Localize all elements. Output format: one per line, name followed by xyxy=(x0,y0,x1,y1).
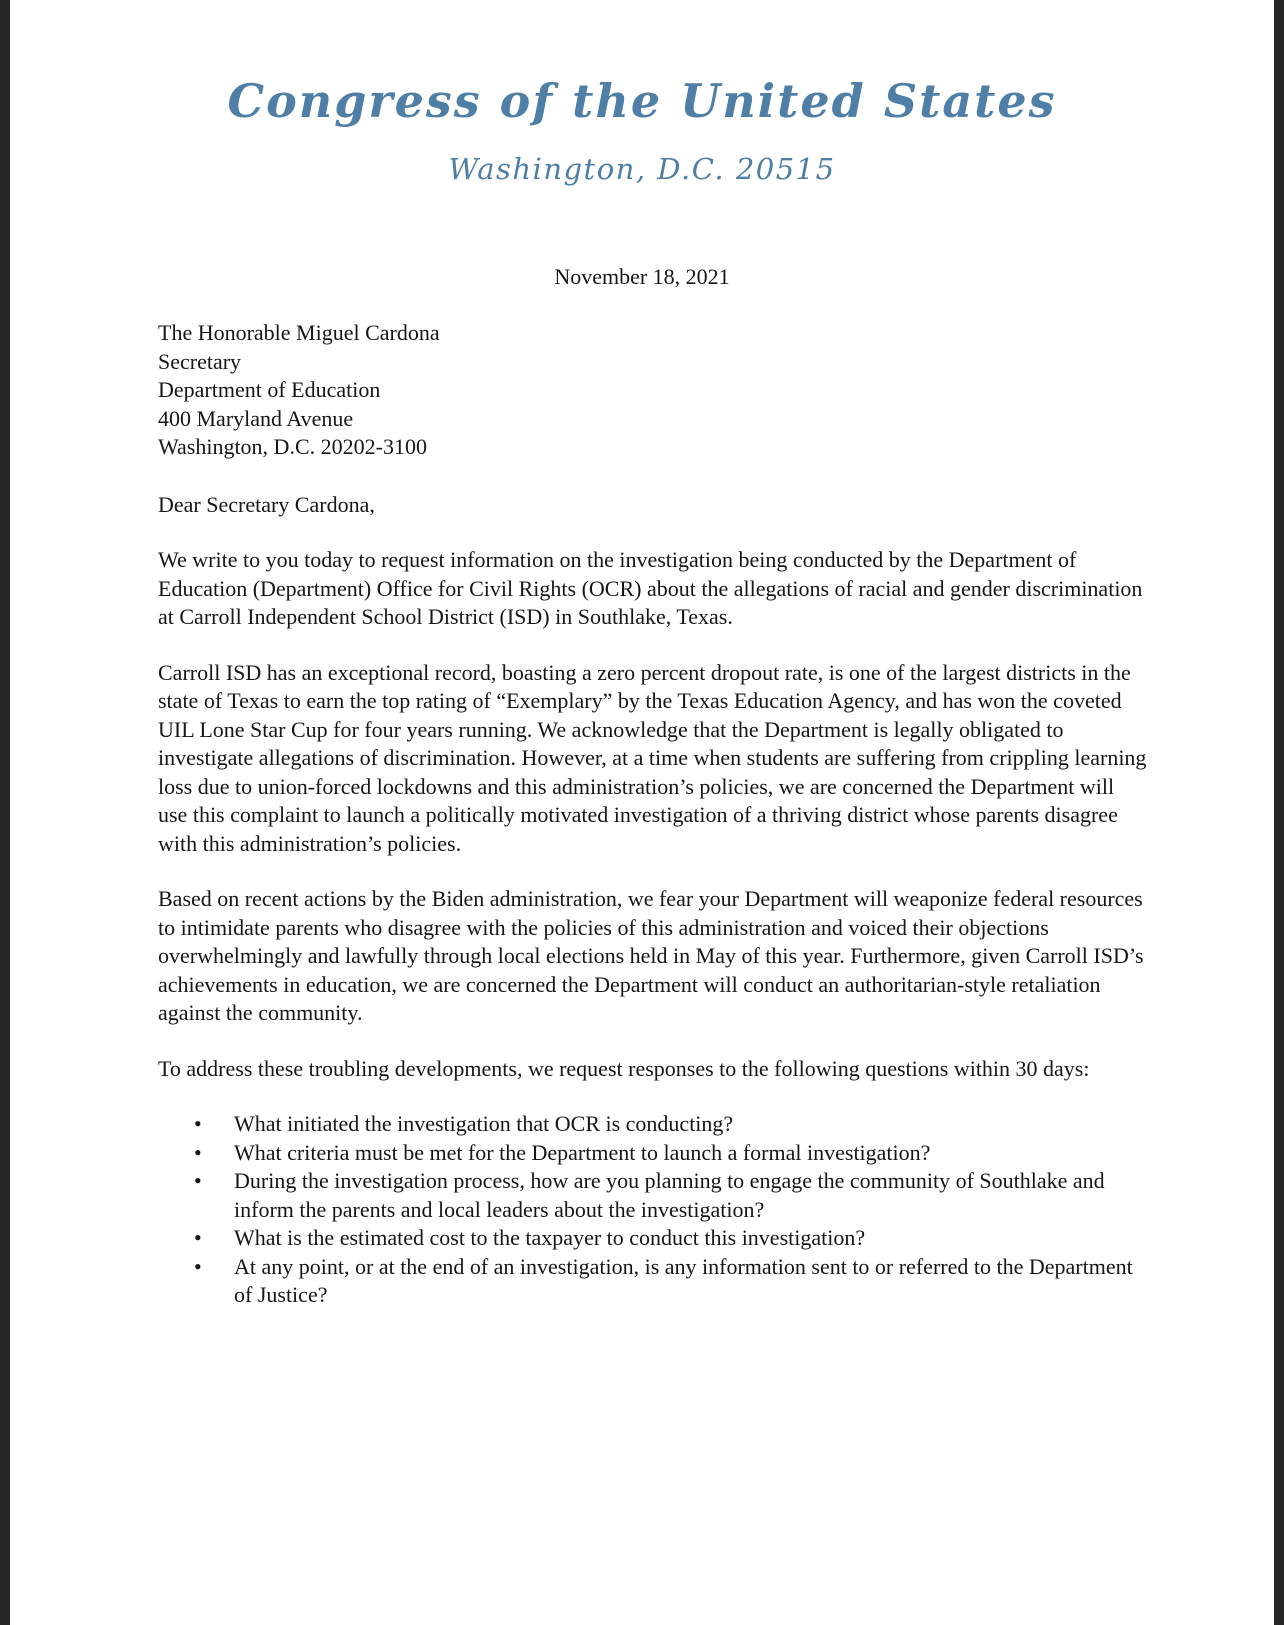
paragraph-record: Carroll ISD has an exceptional record, boasting a zero percent dropout rate, is one of the largest districts in the state of Texas to earn the top rating of “Exemplary” by the Texas Education Agency, and has won the coveted UIL Lone Star Cup for four years running. We acknowledge that the Department is legally obligated to investigate allegations of discrimination. However, at a time when students are suffering from crippling learning loss due to union-forced lockdowns and this administration’s policies, we are concerned the Department will use this complaint to launch a politically motivated investigation of a thriving district whose parents disagree with this administration’s policies. xyxy=(158,659,1147,856)
bullet-icon: • xyxy=(194,1139,202,1165)
recipient-line: 400 Maryland Avenue xyxy=(158,405,354,431)
recipient-line: The Honorable Miguel Cardona xyxy=(158,320,440,345)
questions-list xyxy=(158,1110,1148,1310)
recipient-address xyxy=(158,319,1148,462)
right-edge xyxy=(1274,0,1284,1625)
bullet-icon: • xyxy=(194,1225,202,1250)
letter-page xyxy=(10,0,1274,1625)
salutation: Dear Secretary Cardona, xyxy=(158,492,375,517)
recipient-line: Department of Education xyxy=(158,377,381,402)
letterhead-city: Washington, D.C. 20515 xyxy=(448,152,836,186)
list-item xyxy=(158,1253,1148,1310)
list-item xyxy=(158,1167,1148,1224)
question-text: What is the estimated cost to the taxpayer to conduct this investigation? xyxy=(234,1225,866,1250)
recipient-line: Secretary xyxy=(158,348,242,374)
paragraph-concern: Based on recent actions by the Biden administration, we fear your Department will weaponize federal resources to intimidate parents who disagree with the policies of this administration and voiced their objections overwhelmingly and lawfully through local elections held in May of this year. Furthermore, given Carroll ISD’s achievements in education, we are concerned the Department will conduct an authoritarian-style retaliation against the community. xyxy=(158,886,1144,1025)
list-item xyxy=(158,1224,1148,1253)
question-text: At any point, or at the end of an investigation, is any information sent to or referred to the Department of Justice? xyxy=(234,1253,1133,1307)
recipient-line: Washington, D.C. 20202-3100 xyxy=(158,434,427,459)
list-item xyxy=(158,1110,1148,1139)
question-text: During the investigation process, how are you planning to engage the community of Southlake and inform the parents and local leaders about the investigation? xyxy=(234,1168,1105,1222)
bullet-icon: • xyxy=(194,1168,202,1193)
letter-date: November 18, 2021 xyxy=(554,264,730,289)
paragraph-questions-intro: To address these troubling developments, we request responses to the following questions within 30 days: xyxy=(158,1055,1090,1081)
bullet-icon: • xyxy=(194,1111,202,1136)
question-text: What criteria must be met for the Department to launch a formal investigation? xyxy=(234,1139,931,1165)
paragraph-request: We write to you today to request information on the investigation being conducted by the Department of Education (Department) Office for Civil Rights (OCR) about the allegations of racial and gender discrimination at Carroll Independent School District (ISD) in Southlake, Texas. xyxy=(158,547,1143,629)
letter-body xyxy=(158,546,1148,1310)
letterhead-title: Congress of the United States xyxy=(227,74,1057,128)
question-text: What initiated the investigation that OCR is conducting? xyxy=(234,1111,734,1136)
left-edge xyxy=(0,0,10,1625)
bullet-icon: • xyxy=(194,1253,202,1279)
list-item xyxy=(158,1139,1148,1168)
